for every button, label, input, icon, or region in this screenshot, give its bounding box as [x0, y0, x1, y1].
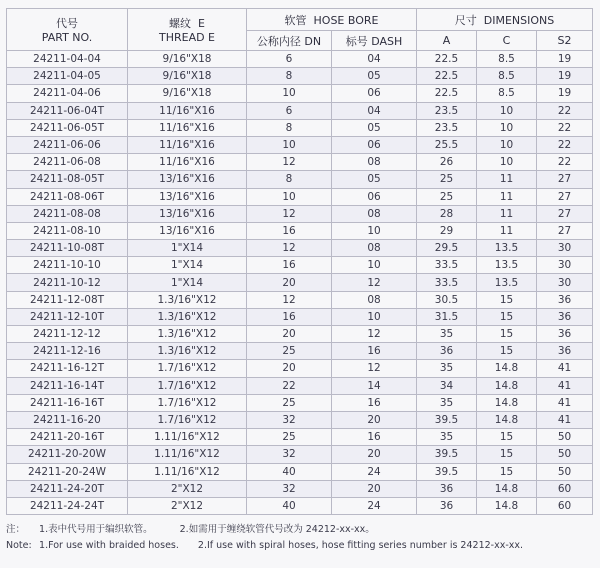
- cell-a: 22.5: [417, 68, 477, 85]
- cell-dash: 14: [332, 377, 417, 394]
- cell-s2: 27: [537, 171, 593, 188]
- cell-s2: 30: [537, 257, 593, 274]
- header-part-no: [7, 9, 128, 51]
- cell-a: 23.5: [417, 119, 477, 136]
- header-hose-en: HOSE BORE: [313, 13, 379, 27]
- cell-c: 13.5: [477, 257, 537, 274]
- note-line-en: [6, 538, 592, 554]
- cell-a: 22.5: [417, 51, 477, 68]
- note-cn-lead: 注：: [6, 524, 26, 536]
- cell-dn: 12: [247, 291, 332, 308]
- cell-dn: 32: [247, 480, 332, 497]
- cell-a: 26: [417, 154, 477, 171]
- table-row: [7, 136, 593, 153]
- table-row: [7, 205, 593, 222]
- cell-c: 14.8: [477, 497, 537, 514]
- cell-c: 14.8: [477, 411, 537, 428]
- header-col-s2: S2: [537, 31, 593, 51]
- table-row: [7, 394, 593, 411]
- cell-a: 35: [417, 394, 477, 411]
- header-hose-cn: 软管: [284, 13, 307, 27]
- header-dash: 标号 DASH: [332, 31, 417, 51]
- cell-c: 8.5: [477, 85, 537, 102]
- table-row: [7, 326, 593, 343]
- table-row: [7, 171, 593, 188]
- cell-dash: 24: [332, 497, 417, 514]
- cell-dn: 25: [247, 343, 332, 360]
- cell-dn: 10: [247, 136, 332, 153]
- cell-dn: 16: [247, 257, 332, 274]
- table-header: [7, 9, 593, 51]
- cell-s2: 27: [537, 205, 593, 222]
- cell-s2: 22: [537, 102, 593, 119]
- cell-s2: 19: [537, 51, 593, 68]
- cell-thread: 1.11/16"X12: [128, 463, 247, 480]
- cell-a: 29: [417, 222, 477, 239]
- cell-part-no: 24211-06-08: [7, 154, 128, 171]
- cell-c: 10: [477, 136, 537, 153]
- cell-c: 10: [477, 154, 537, 171]
- cell-dn: 20: [247, 360, 332, 377]
- cell-s2: 27: [537, 222, 593, 239]
- table-row: [7, 463, 593, 480]
- cell-dn: 8: [247, 68, 332, 85]
- note-cn-1: 1.表中代号用于编织软管。: [39, 524, 153, 536]
- cell-dash: 08: [332, 205, 417, 222]
- note-en-2: 2.If use with spiral hoses, hose fitting series number is 24212-xx-xx.: [197, 540, 524, 552]
- cell-c: 14.8: [477, 377, 537, 394]
- cell-dn: 22: [247, 377, 332, 394]
- header-thread-cn-line: [128, 15, 246, 31]
- header-thread-e: E: [198, 17, 205, 30]
- table-row: [7, 119, 593, 136]
- cell-part-no: 24211-10-12: [7, 274, 128, 291]
- spec-sheet: [6, 8, 592, 554]
- cell-part-no: 24211-04-06: [7, 85, 128, 102]
- cell-s2: 27: [537, 188, 593, 205]
- table-row: [7, 480, 593, 497]
- cell-dn: 25: [247, 429, 332, 446]
- header-part-en: PART NO.: [41, 31, 93, 44]
- cell-dash: 10: [332, 308, 417, 325]
- cell-s2: 22: [537, 154, 593, 171]
- cell-dn: 20: [247, 274, 332, 291]
- table-row: [7, 274, 593, 291]
- cell-thread: 1.11/16"X12: [128, 446, 247, 463]
- note-cn-2: 2.如需用于缠绕软管代号改为 24212-xx-xx。: [179, 524, 375, 536]
- cell-dash: 12: [332, 326, 417, 343]
- table-row: [7, 343, 593, 360]
- header-dim-cn: 尺寸: [454, 13, 477, 27]
- cell-part-no: 24211-12-12: [7, 326, 128, 343]
- cell-c: 15: [477, 446, 537, 463]
- notes-section: [6, 522, 592, 554]
- cell-part-no: 24211-06-05T: [7, 119, 128, 136]
- cell-s2: 60: [537, 480, 593, 497]
- cell-part-no: 24211-16-14T: [7, 377, 128, 394]
- header-col-a: A: [417, 31, 477, 51]
- cell-dash: 06: [332, 188, 417, 205]
- cell-dash: 24: [332, 463, 417, 480]
- table-row: [7, 257, 593, 274]
- cell-dn: 25: [247, 394, 332, 411]
- cell-thread: 11/16"X16: [128, 119, 247, 136]
- table-row: [7, 85, 593, 102]
- cell-a: 25: [417, 171, 477, 188]
- cell-dn: 12: [247, 240, 332, 257]
- cell-part-no: 24211-10-08T: [7, 240, 128, 257]
- cell-dn: 12: [247, 205, 332, 222]
- cell-c: 11: [477, 188, 537, 205]
- header-hose-bore: [247, 9, 417, 31]
- cell-thread: 11/16"X16: [128, 136, 247, 153]
- cell-dn: 16: [247, 308, 332, 325]
- cell-dash: 04: [332, 102, 417, 119]
- cell-s2: 41: [537, 394, 593, 411]
- header-dimensions: [417, 9, 593, 31]
- cell-dn: 32: [247, 446, 332, 463]
- table-row: [7, 497, 593, 514]
- table-row: [7, 154, 593, 171]
- cell-thread: 1.7/16"X12: [128, 360, 247, 377]
- cell-dn: 12: [247, 154, 332, 171]
- cell-thread: 13/16"X16: [128, 222, 247, 239]
- table-row: [7, 429, 593, 446]
- cell-thread: 1.3/16"X12: [128, 291, 247, 308]
- table-row: [7, 222, 593, 239]
- cell-a: 36: [417, 343, 477, 360]
- cell-s2: 30: [537, 240, 593, 257]
- cell-thread: 1.3/16"X12: [128, 308, 247, 325]
- cell-part-no: 24211-12-08T: [7, 291, 128, 308]
- cell-c: 11: [477, 171, 537, 188]
- cell-thread: 1.3/16"X12: [128, 326, 247, 343]
- cell-part-no: 24211-04-04: [7, 51, 128, 68]
- cell-s2: 22: [537, 119, 593, 136]
- cell-c: 15: [477, 343, 537, 360]
- cell-part-no: 24211-06-04T: [7, 102, 128, 119]
- cell-c: 14.8: [477, 480, 537, 497]
- cell-part-no: 24211-24-20T: [7, 480, 128, 497]
- cell-part-no: 24211-08-08: [7, 205, 128, 222]
- cell-s2: 60: [537, 497, 593, 514]
- cell-a: 22.5: [417, 85, 477, 102]
- header-thread: [128, 9, 247, 51]
- cell-s2: 50: [537, 446, 593, 463]
- cell-c: 10: [477, 119, 537, 136]
- cell-thread: 1.7/16"X12: [128, 411, 247, 428]
- cell-c: 14.8: [477, 360, 537, 377]
- cell-thread: 11/16"X16: [128, 154, 247, 171]
- cell-a: 31.5: [417, 308, 477, 325]
- cell-part-no: 24211-24-24T: [7, 497, 128, 514]
- cell-a: 35: [417, 429, 477, 446]
- cell-c: 15: [477, 291, 537, 308]
- cell-part-no: 24211-06-06: [7, 136, 128, 153]
- table-row: [7, 360, 593, 377]
- note-en-1: 1.For use with braided hoses.: [39, 540, 179, 552]
- cell-s2: 30: [537, 274, 593, 291]
- cell-thread: 1"X14: [128, 257, 247, 274]
- cell-part-no: 24211-04-05: [7, 68, 128, 85]
- cell-thread: 9/16"X18: [128, 85, 247, 102]
- table-row: [7, 308, 593, 325]
- cell-thread: 1.11/16"X12: [128, 429, 247, 446]
- cell-thread: 1.7/16"X12: [128, 394, 247, 411]
- cell-thread: 2"X12: [128, 480, 247, 497]
- cell-s2: 41: [537, 377, 593, 394]
- cell-dash: 05: [332, 68, 417, 85]
- cell-dn: 40: [247, 497, 332, 514]
- cell-c: 15: [477, 463, 537, 480]
- dimensions-table: [6, 8, 593, 515]
- cell-s2: 50: [537, 429, 593, 446]
- cell-dn: 10: [247, 188, 332, 205]
- note-en-lead: Note:: [6, 540, 32, 552]
- table-row: [7, 188, 593, 205]
- cell-dn: 8: [247, 171, 332, 188]
- cell-s2: 50: [537, 463, 593, 480]
- table-row: [7, 411, 593, 428]
- cell-a: 34: [417, 377, 477, 394]
- cell-a: 33.5: [417, 257, 477, 274]
- cell-part-no: 24211-16-12T: [7, 360, 128, 377]
- table-row: [7, 377, 593, 394]
- cell-thread: 13/16"X16: [128, 171, 247, 188]
- cell-dash: 08: [332, 154, 417, 171]
- cell-dash: 20: [332, 480, 417, 497]
- cell-a: 23.5: [417, 102, 477, 119]
- cell-thread: 1.3/16"X12: [128, 343, 247, 360]
- cell-a: 35: [417, 360, 477, 377]
- header-thread-cn: 螺纹: [169, 17, 192, 30]
- cell-s2: 41: [537, 360, 593, 377]
- cell-thread: 13/16"X16: [128, 188, 247, 205]
- table-row: [7, 51, 593, 68]
- cell-dn: 20: [247, 326, 332, 343]
- cell-c: 14.8: [477, 394, 537, 411]
- cell-part-no: 24211-20-24W: [7, 463, 128, 480]
- table-row: [7, 446, 593, 463]
- cell-part-no: 24211-20-20W: [7, 446, 128, 463]
- cell-a: 25: [417, 188, 477, 205]
- cell-thread: 13/16"X16: [128, 205, 247, 222]
- cell-dash: 10: [332, 257, 417, 274]
- cell-c: 11: [477, 222, 537, 239]
- cell-dash: 12: [332, 360, 417, 377]
- cell-dash: 05: [332, 119, 417, 136]
- cell-thread: 9/16"X18: [128, 51, 247, 68]
- cell-part-no: 24211-12-16: [7, 343, 128, 360]
- cell-dash: 16: [332, 429, 417, 446]
- cell-c: 15: [477, 429, 537, 446]
- cell-dn: 6: [247, 51, 332, 68]
- header-part-cn: 代号: [56, 17, 78, 30]
- header-thread-en: THREAD E: [158, 31, 216, 44]
- cell-a: 39.5: [417, 411, 477, 428]
- cell-dash: 20: [332, 446, 417, 463]
- cell-a: 33.5: [417, 274, 477, 291]
- cell-thread: 11/16"X16: [128, 102, 247, 119]
- cell-dash: 05: [332, 171, 417, 188]
- cell-c: 15: [477, 326, 537, 343]
- cell-a: 39.5: [417, 463, 477, 480]
- cell-dash: 06: [332, 136, 417, 153]
- table-body: [7, 51, 593, 515]
- cell-c: 10: [477, 102, 537, 119]
- cell-thread: 9/16"X18: [128, 68, 247, 85]
- cell-dash: 08: [332, 240, 417, 257]
- cell-c: 8.5: [477, 51, 537, 68]
- cell-c: 15: [477, 308, 537, 325]
- cell-s2: 19: [537, 85, 593, 102]
- cell-s2: 41: [537, 411, 593, 428]
- cell-dn: 32: [247, 411, 332, 428]
- cell-part-no: 24211-12-10T: [7, 308, 128, 325]
- cell-c: 8.5: [477, 68, 537, 85]
- cell-a: 39.5: [417, 446, 477, 463]
- cell-part-no: 24211-08-06T: [7, 188, 128, 205]
- cell-dn: 10: [247, 85, 332, 102]
- cell-dash: 08: [332, 291, 417, 308]
- cell-s2: 36: [537, 343, 593, 360]
- cell-dn: 8: [247, 119, 332, 136]
- header-col-c: C: [477, 31, 537, 51]
- cell-a: 36: [417, 497, 477, 514]
- cell-dn: 16: [247, 222, 332, 239]
- cell-a: 25.5: [417, 136, 477, 153]
- cell-c: 13.5: [477, 274, 537, 291]
- cell-a: 36: [417, 480, 477, 497]
- cell-s2: 19: [537, 68, 593, 85]
- cell-c: 11: [477, 205, 537, 222]
- cell-dash: 10: [332, 222, 417, 239]
- cell-thread: 1"X14: [128, 240, 247, 257]
- cell-s2: 22: [537, 136, 593, 153]
- cell-thread: 1"X14: [128, 274, 247, 291]
- table-row: [7, 291, 593, 308]
- cell-thread: 2"X12: [128, 497, 247, 514]
- cell-part-no: 24211-16-16T: [7, 394, 128, 411]
- table-row: [7, 68, 593, 85]
- cell-dash: 06: [332, 85, 417, 102]
- cell-s2: 36: [537, 291, 593, 308]
- cell-thread: 1.7/16"X12: [128, 377, 247, 394]
- cell-part-no: 24211-20-16T: [7, 429, 128, 446]
- cell-dn: 6: [247, 102, 332, 119]
- cell-a: 29.5: [417, 240, 477, 257]
- cell-dash: 04: [332, 51, 417, 68]
- table-row: [7, 102, 593, 119]
- cell-a: 30.5: [417, 291, 477, 308]
- cell-part-no: 24211-10-10: [7, 257, 128, 274]
- cell-dn: 40: [247, 463, 332, 480]
- header-dn: 公称内径 DN: [247, 31, 332, 51]
- cell-dash: 20: [332, 411, 417, 428]
- table-row: [7, 240, 593, 257]
- cell-part-no: 24211-08-05T: [7, 171, 128, 188]
- header-dim-en: DIMENSIONS: [483, 13, 555, 27]
- cell-part-no: 24211-08-10: [7, 222, 128, 239]
- cell-c: 13.5: [477, 240, 537, 257]
- cell-a: 35: [417, 326, 477, 343]
- cell-dash: 16: [332, 343, 417, 360]
- cell-part-no: 24211-16-20: [7, 411, 128, 428]
- cell-s2: 36: [537, 326, 593, 343]
- note-line-cn: [6, 522, 592, 538]
- cell-dash: 12: [332, 274, 417, 291]
- cell-s2: 36: [537, 308, 593, 325]
- cell-a: 28: [417, 205, 477, 222]
- cell-dash: 16: [332, 394, 417, 411]
